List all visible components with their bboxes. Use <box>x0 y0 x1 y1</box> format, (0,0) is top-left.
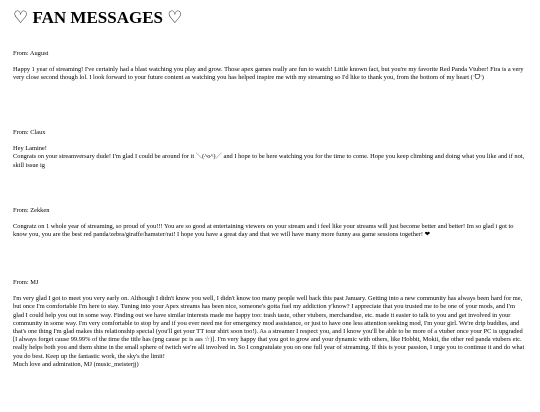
message-text: I'm very glad I got to meet you very early on. Although I didn't know you well, I didn't know too many people well back this past January. Getting into a new community has always been hard for me, but once I'm comfortable I'm here to stay. Tuning into your Apex streams has been nice, someone's gotta fuel my addiction y'know? I appreciate that you trusted me to be one of your mods, and I'm glad I could help you out in some way. Finding out we have similar interests made me happy too: trash taste, other vtubers, merchandise, etc. made it easier to talk to you and get involved in your community in some way. I'm very comfortable to stop by and if you ever need me for emergency mod assistance, or just to have one less attention seeking mod, I'm your girl. We're drip buddies, and that's one thing I'm glad makes this relationship special (you'll get your TT tour shirt soon too!). As a streamer I respect you, and I know you'll be able to be more of a vtuber once your PC is upgraded [I always forget cause 99.99% of the time the title has (png cause pc is ass ☆)]. I'm very happy that you got to grow and your dynamic with others, like Hobbit, Mokii, the other red panda vtubers etc. really helps both you and them shine in the small sphere of twitch we're all involved in. So I congratulate you on one full year of streaming. If this is your passion, I urge you to continue it and do what you do best. Keep up the fantastic work, the sky's the limit! <box>13 295 525 360</box>
message-from: From: August <box>13 50 49 57</box>
message-mj <box>13 279 527 369</box>
message-text: Happy 1 year of streaming! I've certainly had a blast watching you play and grow. Those apex games really are fun to watch! Little known fact, but you're my favorite Red Panda Vtuber! Fira is a very very close second though lol. I look forward to your future content as watching you has helped inspire me with my streaming so I'd like to thank you, from the bottom of my heart (ᵔᗜᵔ) <box>13 66 524 82</box>
message-from: From: Claux <box>13 129 46 136</box>
message-from: From: Zekken <box>13 207 50 214</box>
message-claux <box>13 129 527 170</box>
message-body <box>13 223 527 239</box>
message-greeting: Hey Lamine! <box>13 145 47 153</box>
message-signoff: Much love and admiration, MJ (music_meisterjj) <box>13 360 139 368</box>
message-body <box>13 66 527 82</box>
message-from: From: MJ <box>13 279 39 286</box>
fan-messages-page <box>0 7 540 368</box>
message-body <box>13 145 527 170</box>
message-august <box>13 50 527 83</box>
message-text: Congrats on your streamversary dude! I'm glad I could be around for it ＼(^o^)／ and I hope to be here watching you for the time to come. Hope you keep climbing and doing what you like and if not, skill issue ig <box>13 153 525 169</box>
message-zekken <box>13 207 527 240</box>
page-title: ♡ FAN MESSAGES ♡ <box>13 8 183 27</box>
message-text: Congratz on 1 whole year of streaming, so proud of you!!! You are so good at entertaining viewers on your stream and i feel like your streams will just become better and better! Im so glad i got to know you, you are the best red panda/zebra/giraffe/hamster/rat! I hope you have a great day and that we will have many more funny ass game sessions together! ❤ <box>13 223 514 239</box>
message-body <box>13 295 527 361</box>
